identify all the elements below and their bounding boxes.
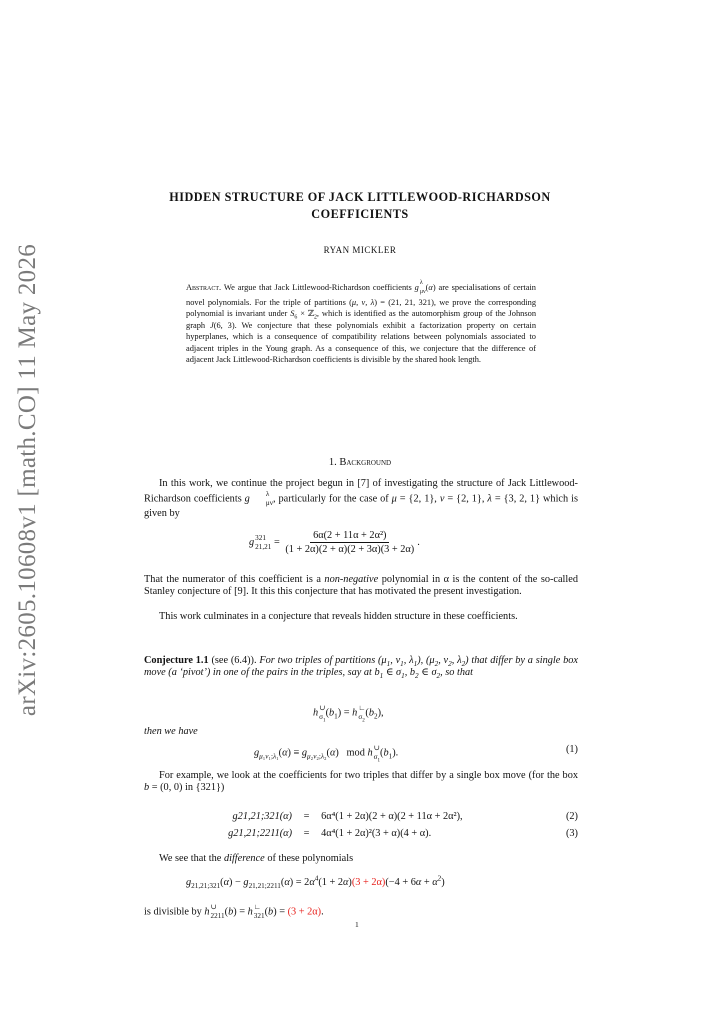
- emphasis: non-negative: [324, 574, 379, 585]
- fraction-denominator: (1 + 2α)(2 + α)(2 + 3α)(3 + 2α): [285, 544, 415, 555]
- text-run: , particularly for the case of: [272, 493, 389, 505]
- eq3-lhs: g21,21;2211(α): [228, 828, 292, 839]
- title-line-1: HIDDEN STRUCTURE OF JACK LITTLEWOOD-RICHARDSON: [169, 190, 551, 204]
- text-run: In this work, we continue the project begun in [7] of investigating the structure of Jack Littlewood-Richardson coefficients: [144, 478, 578, 505]
- abstract: Abstract. We argue that Jack Littlewood-Richardson coefficients g λ μν (α) are specialisations of certain novel polynomials. For the triple of partitions (μ, ν, λ) = (21, 21, 321), we prove the corresponding polynomial is invariant under $S_6$ × ℤ$_2$, which is identified as the automorphism group of the Johnson graph J(6, 3). We conjecture that these polynomials exhibit a factorization property on certain hyperplanes, which is a consequence of compatibility relations between polynomials associated to adjacent triples in the Young graph. As a consequence of this, we conjecture that the difference of adjacent Jack Littlewood-Richardson coefficients is divisible by the shared hook length.: [186, 280, 537, 365]
- eq2-lhs: g21,21;321(α): [232, 811, 292, 822]
- background-paragraph-1: In this work, we continue the project begun in [7] of investigating the structure of Jack Littlewood-Richardson coefficients g λ μν , particularly for the case of μ = {2, 1}, ν = {2, 1}, λ = {3, 2, 1} which is given by: [144, 478, 578, 520]
- equation-3-tag: (3): [565, 828, 578, 839]
- equation-3: g21,21;2211(α) = 4α⁴(1 + 2α)²(3 + α)(4 + α).: [204, 828, 431, 839]
- text-run: then we have: [144, 726, 198, 737]
- abstract-text-4: , which is identified as the automorphism group of the Johnson graph: [186, 309, 537, 330]
- text-run: that differ by a single box move (a ‘pivot’) in one of the pairs in the triples, say at: [144, 655, 578, 679]
- conjecture-then: [144, 726, 578, 738]
- equation-1-tag: (1): [565, 744, 578, 755]
- background-paragraph-3: This work culminates in a conjecture that reveals hidden structure in these coefficients.: [159, 611, 518, 622]
- background-paragraph-2: [144, 574, 578, 598]
- abstract-text-1: We argue that Jack Littlewood-Richardson coefficients: [223, 282, 412, 292]
- divisible-line: is divisible by h ∪ 2211 (b) = h ∟ 321 (b) = (3 + 2α).: [144, 903, 324, 920]
- arxiv-identifier: arXiv:2605.10608v1 [math.CO] 11 May 2026: [14, 243, 41, 717]
- text-run: in: [185, 782, 194, 794]
- equation-g321: g 321 21,21 = $\frac{\text{6α(2 + 11α + 2α²)}}{(1 + 2\alpha)(2 + \alpha)(2 + 3\alpha)(3 + 2\alpha)}$ .: [249, 530, 420, 555]
- text-run: so that: [445, 667, 474, 679]
- text-run: We see that the: [159, 853, 222, 864]
- abstract-text-5: . We conjecture that these polynomials exhibit a factorization property on certain hyperplanes, which is a consequence of compatibility relations between polynomials associated to adjacent triples in the Young graph. As a consequence of this, we conjecture that the difference of adjacent Jack Littlewood-Richardson coefficients is divisible by the shared hook length.: [186, 320, 537, 365]
- abstract-label: Abstract.: [186, 282, 222, 292]
- abstract-text-2: are specialisations of certain novel polynomials. For the triple of partitions: [186, 282, 536, 307]
- eq3-rhs: 4α⁴(1 + 2α)²(3 + α)(4 + α).: [321, 828, 432, 839]
- text-run: which is given by: [144, 493, 578, 520]
- paper-title: [140, 189, 580, 223]
- text-run: of these polynomials: [267, 853, 354, 864]
- equation-difference: $g_{21,21;321}(\alpha) - g_{21,21;2211}(\alpha) = 2\alpha^4(1 + 2\alpha)(3 + 2\alpha)(-4 + 6\alpha + \alpha^2)$: [186, 874, 445, 891]
- emphasis: difference: [223, 853, 265, 864]
- section-number: 1.: [328, 457, 337, 468]
- difference-paragraph: [144, 853, 578, 865]
- equation-2-tag: (2): [565, 811, 578, 822]
- text-run: That the numerator of this coefficient is a: [144, 574, 321, 585]
- title-line-2: COEFFICIENTS: [311, 207, 409, 221]
- equation-hook-equal: h ∪ $\sigma_1$ $(b_1) = h$ ∟ $\sigma_2$ $(b_2)$,: [313, 704, 384, 724]
- arxiv-sidebar: [8, 243, 48, 717]
- text-run: For two triples of partitions: [259, 655, 376, 666]
- conjecture-ref: (see (6.4)).: [211, 655, 257, 666]
- page-number: 1: [355, 920, 359, 929]
- author-name: RYAN MICKLER: [323, 245, 397, 255]
- section-title: Background: [339, 457, 392, 468]
- eq2-rhs: 6α⁴(1 + 2α)(2 + α)(2 + 11α + 2α²),: [321, 811, 463, 822]
- text-run: For example, we look at the coefficients for two triples that differ by a single box move (for the box: [159, 770, 578, 781]
- fraction-numerator: 6α(2 + 11α + 2α²): [310, 530, 389, 543]
- section-heading: [140, 457, 580, 468]
- text-run: is divisible by: [144, 906, 202, 918]
- text-run: polynomial in α is the content of the so-called Stanley conjecture of [9]. It this this conjecture that has motivated the present investigation.: [144, 574, 578, 598]
- highlighted-factor: (3 + 2α): [351, 877, 386, 888]
- abstract-text-3: we prove the corresponding polynomial is invariant under: [186, 298, 537, 319]
- conjecture-1-1: Conjecture 1.1 (see (6.4)). For two triples of partitions ($\mu_1$, $\nu_1$, $\lambda_1$), ($\mu_2$, $\nu_2$, $\lambda_2$) that differ by a single box move (a ‘pivot’) in one of the pairs in the triples, say at $b_1$ ∈ $\sigma_1$, $b_2$ ∈ $\sigma_2$, so that: [144, 655, 578, 681]
- example-paragraph: For example, we look at the coefficients for two triples that differ by a single box move (for the box b = (0, 0) in {321}): [144, 770, 578, 794]
- equation-1: $g_{\mu_1\nu_1;\lambda_1}(\alpha) \equiv g_{\mu_2\nu_2;\lambda_2}(\alpha)$ mod h ∪ $\sigma_1$ $(b_1)$.: [254, 744, 399, 764]
- conjecture-label: Conjecture 1.1: [144, 655, 209, 666]
- equation-2: g21,21;321(α) = 6α⁴(1 + 2α)(2 + α)(2 + 11α + 2α²),: [204, 811, 463, 822]
- highlighted-hook-value: (3 + 2α): [287, 906, 322, 918]
